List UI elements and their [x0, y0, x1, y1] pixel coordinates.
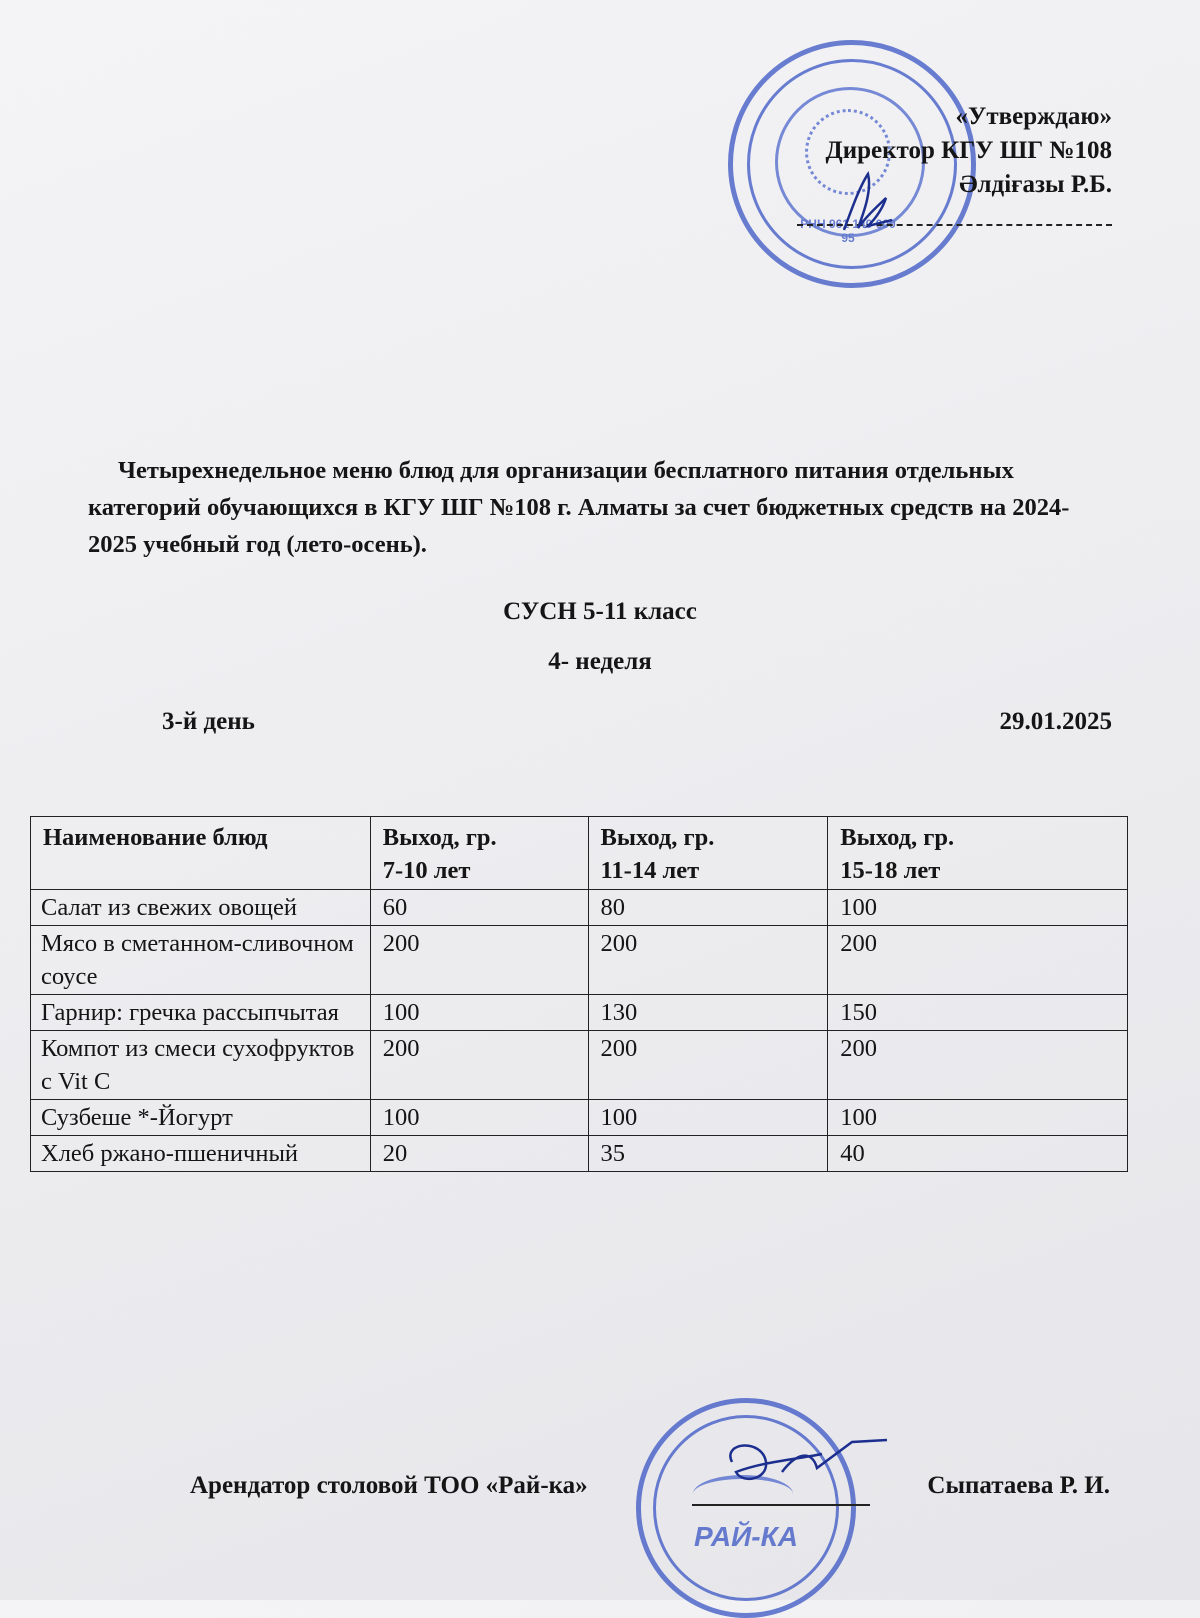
- director-signature-icon: [838, 168, 898, 238]
- vendor-representative-name: Сыпатаева Р. И.: [927, 1472, 1110, 1499]
- portion-11-14: 100: [588, 1100, 828, 1136]
- table-row: [31, 890, 1128, 926]
- dish-name: Мясо в сметанном-сливочном соусе: [31, 926, 371, 995]
- portion-7-10: 60: [370, 890, 588, 926]
- menu-table: [30, 816, 1128, 1172]
- portion-15-18: 100: [828, 890, 1128, 926]
- document-title: Четырехнедельное меню блюд для организации бесплатного питания отдельных категорий обучающихся в КГУ ШГ №108 г. Алматы за счет бюджетных средств на 2024-2025 учебный год (лето-осень).: [88, 457, 1070, 558]
- table-row: [31, 1136, 1128, 1172]
- dish-name: Хлеб ржано-пшеничный: [31, 1136, 371, 1172]
- table-row: [31, 1100, 1128, 1136]
- week-label: 4- неделя: [548, 648, 652, 675]
- portion-11-14: 80: [588, 890, 828, 926]
- portion-15-18: 40: [828, 1136, 1128, 1172]
- portion-15-18: 200: [828, 1031, 1128, 1100]
- approval-heading: «Утверждаю»: [955, 103, 1112, 130]
- portion-7-10: 20: [370, 1136, 588, 1172]
- portion-7-10: 200: [370, 926, 588, 995]
- vendor-signature-line: [692, 1504, 870, 1506]
- portion-15-18: 200: [828, 926, 1128, 995]
- portion-11-14: 200: [588, 1031, 828, 1100]
- approval-name: Әлдіғазы Р.Б.: [959, 171, 1112, 198]
- portion-15-18: 150: [828, 995, 1128, 1031]
- portion-7-10: 100: [370, 1100, 588, 1136]
- header-dish-name: Наименование блюд: [31, 817, 371, 890]
- portion-7-10: 100: [370, 995, 588, 1031]
- header-age-11-14: Выход, гр. 11-14 лет: [588, 817, 828, 890]
- table-row: [31, 995, 1128, 1031]
- table-header-row: [31, 817, 1128, 890]
- portion-11-14: 200: [588, 926, 828, 995]
- portion-11-14: 35: [588, 1136, 828, 1172]
- day-label: 3-й день: [162, 708, 255, 735]
- approval-position: Директор КГУ ШГ №108: [825, 137, 1112, 164]
- portion-7-10: 200: [370, 1031, 588, 1100]
- dish-name: Компот из смеси сухофруктов с Vit C: [31, 1031, 371, 1100]
- header-age-7-10: Выход, гр. 7-10 лет: [370, 817, 588, 890]
- vendor-stamp: [636, 1398, 856, 1618]
- dish-name: Гарнир: гречка рассыпчытая: [31, 995, 371, 1031]
- header-age-15-18: Выход, гр. 15-18 лет: [828, 817, 1128, 890]
- vendor-stamp-brand: РАЙ-КА: [693, 1521, 799, 1552]
- dish-name: Салат из свежих овощей: [31, 890, 371, 926]
- vendor-label: Арендатор столовой ТОО «Рай-ка»: [190, 1472, 588, 1499]
- dish-name: Сузбеше *-Йогурт: [31, 1100, 371, 1136]
- date-label: 29.01.2025: [999, 708, 1112, 735]
- table-row: [31, 926, 1128, 995]
- portion-15-18: 100: [828, 1100, 1128, 1136]
- group-label: СУСН 5-11 класс: [503, 598, 697, 625]
- vendor-signature-icon: [702, 1432, 892, 1502]
- table-row: [31, 1031, 1128, 1100]
- portion-11-14: 130: [588, 995, 828, 1031]
- stamp-number: РНН 961 140 000 95: [800, 217, 896, 245]
